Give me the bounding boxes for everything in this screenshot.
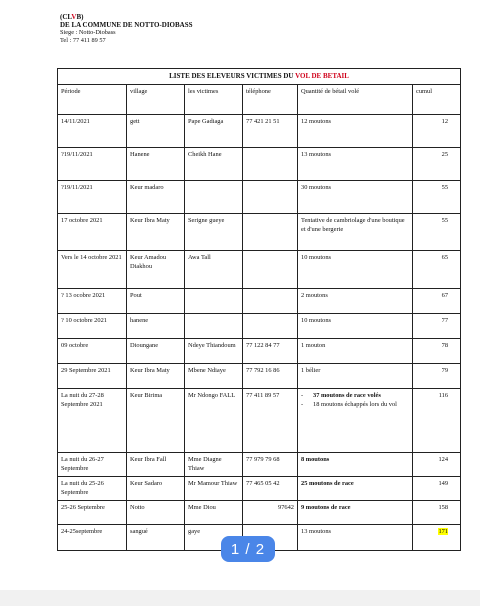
cell-quantite: 25 moutons de race <box>298 477 413 501</box>
cell-periode: ?19/11/2021 <box>58 181 127 214</box>
cell-telephone <box>243 148 298 181</box>
letterhead <box>60 13 193 45</box>
cell-village: Keur Amadou Diakhou <box>127 251 185 289</box>
cell-quantite: 10 moutons <box>298 251 413 289</box>
cell-cumul: 116 <box>413 389 461 453</box>
cell-quantite: 9 moutons de race <box>298 501 413 525</box>
cell-periode: 24-25septembre <box>58 525 127 551</box>
victims-table <box>57 68 461 551</box>
cell-telephone <box>243 289 298 314</box>
cell-cumul: 25 <box>413 148 461 181</box>
cell-cumul: 78 <box>413 339 461 364</box>
cell-periode: 17 octobre 2021 <box>58 214 127 251</box>
cell-village: gett <box>127 115 185 148</box>
table-row <box>58 339 461 364</box>
table-row <box>58 453 461 477</box>
cell-victime: Mbene Ndiaye <box>185 364 243 389</box>
cell-village: Keur Birima <box>127 389 185 453</box>
table-row <box>58 214 461 251</box>
cell-victime: Mr Ndongo FALL <box>185 389 243 453</box>
cell-village: Pout <box>127 289 185 314</box>
cell-cumul: 79 <box>413 364 461 389</box>
cell-quantite: Tentative de cambriolage d'une boutique et d'une bergerie <box>298 214 413 251</box>
cell-telephone: 77 421 21 51 <box>243 115 298 148</box>
table-row <box>58 477 461 501</box>
cell-village: Dioungane <box>127 339 185 364</box>
cell-quantite: 30 moutons <box>298 181 413 214</box>
cell-victime <box>185 181 243 214</box>
cell-periode: La nuit du 25-26 Septembre <box>58 477 127 501</box>
cell-periode: 29 Septembre 2021 <box>58 364 127 389</box>
col-header-victimes: les victimes <box>185 85 243 115</box>
cell-quantite: 8 moutons <box>298 453 413 477</box>
cell-quantite: 10 moutons <box>298 314 413 339</box>
cell-telephone <box>243 314 298 339</box>
table-row <box>58 314 461 339</box>
cell-cumul: 55 <box>413 214 461 251</box>
cell-telephone <box>243 181 298 214</box>
cell-village: Keur madaro <box>127 181 185 214</box>
cell-periode: La nuit du 27-28 Septembre 2021 <box>58 389 127 453</box>
cell-quantite: 1 mouton <box>298 339 413 364</box>
org-acronym: (CLVB) <box>60 13 84 21</box>
cell-victime <box>185 289 243 314</box>
cell-periode: La nuit du 26-27 Septembre <box>58 453 127 477</box>
cell-victime: Serigne gueye <box>185 214 243 251</box>
cell-telephone: 77 465 05 42 <box>243 477 298 501</box>
siege-line: Siege : Notto-Diobass <box>60 29 116 36</box>
cell-periode: Vers le 14 octobre 2021 <box>58 251 127 289</box>
table-row <box>58 115 461 148</box>
list-item: - 18 moutons échappés lors du vol <box>301 401 397 408</box>
cell-cumul: 12 <box>413 115 461 148</box>
cell-quantite: 2 moutons <box>298 289 413 314</box>
cell-cumul: 158 <box>413 501 461 525</box>
cell-victime: gaye <box>185 525 243 551</box>
cell-village: Notto <box>127 501 185 525</box>
cell-telephone: 97642 <box>243 501 298 525</box>
cell-cumul: 77 <box>413 314 461 339</box>
cell-periode: ? 10 octobre 2021 <box>58 314 127 339</box>
cell-cumul: 55 <box>413 181 461 214</box>
list-item: - 37 moutons de race volés <box>301 392 381 399</box>
cell-telephone: 77 792 16 86 <box>243 364 298 389</box>
cell-telephone <box>243 214 298 251</box>
cell-quantite: 13 moutons <box>298 148 413 181</box>
col-header-quantite: Quantité de bétail volé <box>298 85 413 115</box>
table-row <box>58 148 461 181</box>
cell-quantite: 13 moutons <box>298 525 413 551</box>
cell-cumul: 149 <box>413 477 461 501</box>
cell-periode: 14/11/2021 <box>58 115 127 148</box>
tel-line: Tel : 77 411 89 57 <box>60 37 106 44</box>
cell-periode: ? 13 ocobre 2021 <box>58 289 127 314</box>
cell-telephone: 77 411 89 57 <box>243 389 298 453</box>
cell-village: Hanene <box>127 148 185 181</box>
cell-victime: Mme Diagne Thiaw <box>185 453 243 477</box>
cell-victime: Awa Tall <box>185 251 243 289</box>
table-row <box>58 289 461 314</box>
col-header-telephone: téléphone <box>243 85 298 115</box>
cell-quantite: 12 moutons <box>298 115 413 148</box>
col-header-periode: Période <box>58 85 127 115</box>
cell-village: Keur Sadaro <box>127 477 185 501</box>
cell-village: sangué <box>127 525 185 551</box>
cell-village: Keur Ibra Maty <box>127 214 185 251</box>
cell-telephone: 77 979 79 68 <box>243 453 298 477</box>
table-row <box>58 364 461 389</box>
cell-victime: Ndeye Thiandoum <box>185 339 243 364</box>
cell-quantite: 1 bélier <box>298 364 413 389</box>
cell-periode: 09 octobre <box>58 339 127 364</box>
cell-periode: ?19/11/2021 <box>58 148 127 181</box>
cell-village: hanene <box>127 314 185 339</box>
cell-victime: Cheikh Hane <box>185 148 243 181</box>
table-row <box>58 501 461 525</box>
cell-telephone <box>243 251 298 289</box>
cell-cumul: 65 <box>413 251 461 289</box>
col-header-village: village <box>127 85 185 115</box>
table-row <box>58 389 461 453</box>
table-row <box>58 181 461 214</box>
cell-cumul: 171 <box>413 525 461 551</box>
table-row <box>58 251 461 289</box>
cell-victime: Mr Mamour Thiaw <box>185 477 243 501</box>
cell-cumul: 124 <box>413 453 461 477</box>
cell-victime: Mme Diou <box>185 501 243 525</box>
cell-victime: Pape Gadiaga <box>185 115 243 148</box>
cell-village: Keur Ibra Fall <box>127 453 185 477</box>
cell-periode: 25-26 Septembre <box>58 501 127 525</box>
page-indicator[interactable]: 1 / 2 <box>221 536 275 562</box>
cell-victime <box>185 314 243 339</box>
cell-quantite <box>298 389 413 453</box>
cell-telephone: 77 122 84 77 <box>243 339 298 364</box>
table-title: LISTE DES ELEVEURS VICTIMES DU VOL DE BETAIL <box>58 69 461 85</box>
commune-name: DE LA COMMUNE DE NOTTO-DIOBASS <box>60 21 193 29</box>
cell-cumul: 67 <box>413 289 461 314</box>
cell-village: Keur Ibra Maty <box>127 364 185 389</box>
col-header-cumul: cumul <box>413 85 461 115</box>
